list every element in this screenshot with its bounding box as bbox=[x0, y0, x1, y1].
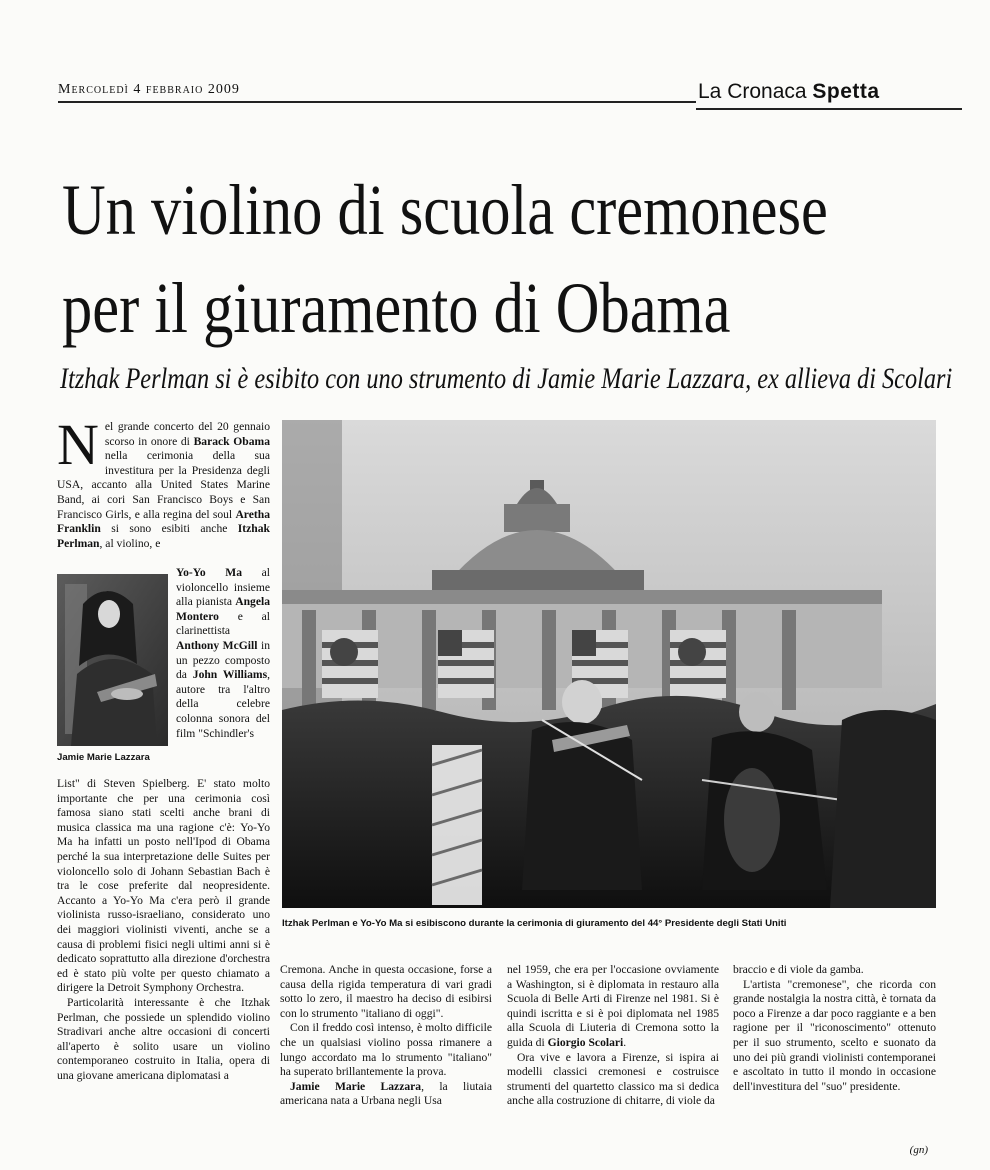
portrait-photo bbox=[57, 574, 168, 746]
article-col-4: braccio e di viole da gamba. L'artista "cremonese", che ricorda con grande nostalgia la nostra città, è tornata da poco a Firenze a dar poco raggiante e a ben ragione per il "riconoscimento" ottenuto per il suo strumento, scelto e suonato da uno dei più grandi violinisti contemporanei e ascoltato in tutto il mondo in occasione dell'investitura del "suo" presidente. bbox=[733, 963, 936, 1093]
section-name-b: Spetta bbox=[812, 80, 880, 103]
headline-line-2: per il giuramento di Obama bbox=[62, 268, 731, 348]
subtitle: Itzhak Perlman si è esibito con uno strumento di Jamie Marie Lazzara, ex allieva di Scolari bbox=[60, 362, 953, 395]
main-photo-caption: Itzhak Perlman e Yo-Yo Ma si esibiscono durante la cerimonia di giuramento del 44° Presidente degli Stati Uniti bbox=[282, 918, 787, 929]
inauguration-photo bbox=[282, 420, 936, 908]
issue-date: Mercoledì 4 febbraio 2009 bbox=[58, 82, 240, 97]
article-col-2: Cremona. Anche in questa occasione, forse a causa della rigida temperatura di vari gradi sotto lo zero, il maestro ha deciso di esibirsi con lo strumento "italiano di oggi". Con il freddo così intenso, è molto difficile che un qualsiasi violino possa rimanere a lungo accordato ma lo strumento "italiano" ha superato brillantemente la prova. Jamie Marie Lazzara, la liutaia americana nata a Urbana negli Usa bbox=[280, 963, 492, 1108]
article-col-1-narrow: Yo-Yo Ma al violoncello insieme alla pianista Angela Montero e al clarinettista Anthony McGill in un pezzo composto da John Williams, autore tra l'altro della celebre colonna sonora del film "Schindler's bbox=[176, 566, 271, 740]
article-col-1-continued: List" di Steven Spielberg. E' stato molto importante che per una cerimonia così famosa siano stati scelti anche brani di musica classica ma una ragione c'è: Yo-Yo Ma ha infatti un posto nell'Ipod di Obama perché la sua interpretazione delle Suites per violoncello solo di Johann Sebastian Bach è tra le cose preferite dal neopresidente. Accanto a Yo-Yo Ma c'era però il grande violinista russo-israeliano, considerato uno dei maggiori violinisti viventi, anche se a causa di problemi fisici negli ultimi anni si è dedicato soprattutto alla direzione d'orchestra ed è stato più volte per questo chiamato a dirigere la Detroit Symphony Orchestra. Particolarità interessante è che Itzhak Perlman, che possiede un splendido violino Stradivari anche altre occasioni di concerti all'aperto è solito usare un violino contemporaneo costruito in Italia, opera di una giovane americana diplomatasi a bbox=[57, 777, 270, 1082]
section-name-a: La Cronaca bbox=[698, 80, 807, 103]
header-rule-left bbox=[58, 101, 696, 103]
drop-cap: N bbox=[57, 412, 99, 477]
header-rule-right bbox=[696, 108, 962, 110]
headline-line-1: Un violino di scuola cremonese bbox=[62, 170, 828, 250]
section-name bbox=[698, 80, 880, 104]
portrait-caption: Jamie Marie Lazzara bbox=[57, 752, 150, 763]
article-col-3: nel 1959, che era per l'occasione ovviamente a Washington, si è diplomata in restauro alla Scuola di Belle Arti di Firenze nel 1981. Si è quindi iscritta e si è poi diplomata nel 1985 alla Scuola di Liuteria di Cremona sotto la guida di Giorgio Scolari. Ora vive e lavora a Firenze, si ispira ai modelli classici cremonesi e costruisce strumenti del quartetto classico ma si dedica anche alla costruzione di chitarre, di viole da bbox=[507, 963, 719, 1108]
article-col-1-top: N el grande concerto del 20 gennaio scorso in onore di Barack Obama nella cerimonia della sua investitura per la Presidenza degli USA, accanto alla United States Marine Band, ai cori San Francisco Boys e San Francisco Girls, e alla regina del soul Aretha Franklin si sono esibiti anche Itzhak Perlman, al violino, e bbox=[57, 412, 270, 550]
